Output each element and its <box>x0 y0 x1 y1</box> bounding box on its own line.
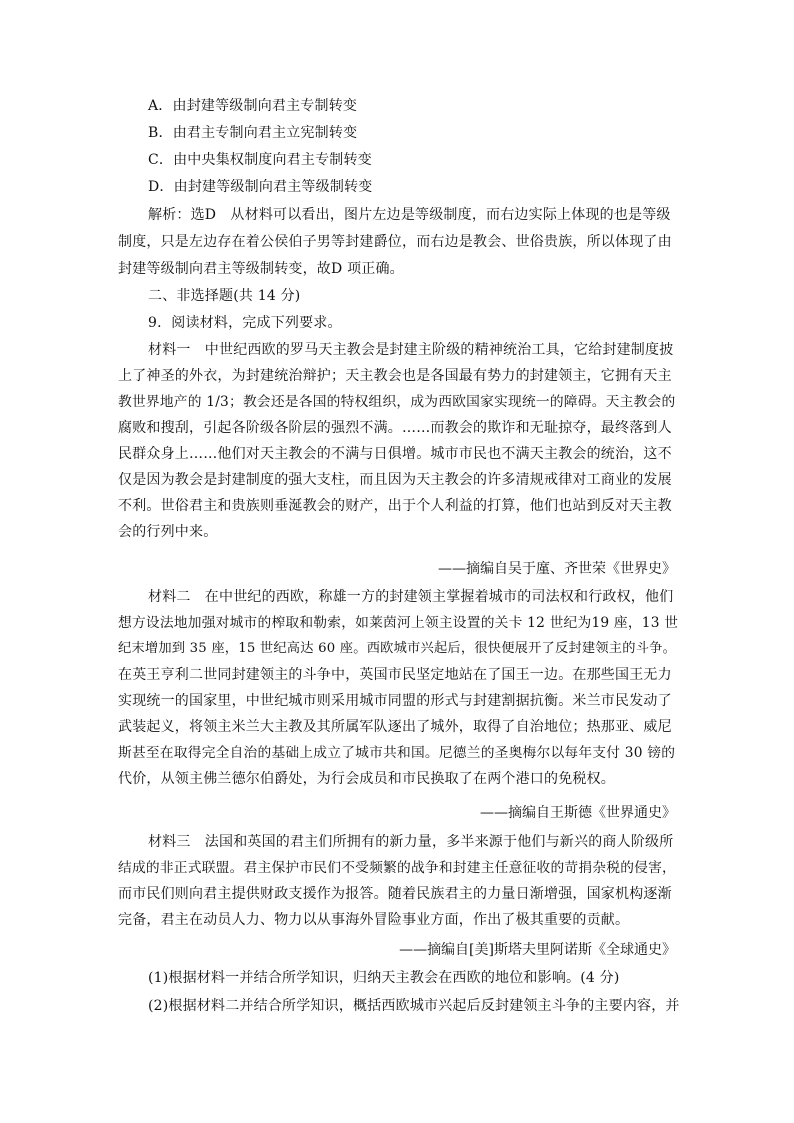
material1-source: ——摘编自吴于廑、齐世荣《世界史》 <box>438 561 676 577</box>
question-2: (2)根据材料二并结合所学知识，概括西欧城市兴起后反封建领主斗争的主要内容，并 <box>148 998 680 1014</box>
material2-line: 纪末增加到 35 座，15 世纪高达 60 座。西欧城市兴起后，很快便展开了反封建领主的斗争。 <box>118 641 677 656</box>
material2-line: 实现统一的国家里，中世纪城市则采用城市同盟的形式与封建割据抗衡。米兰市民发动了 <box>118 693 672 709</box>
material3-line: 完备，君主在动员人力、物力以从事海外冒险事业方面，作出了极其重要的贡献。 <box>118 912 630 928</box>
material2-line: 斯甚至在取得完全自治的基础上成立了城市共和国。尼德兰的圣奥梅尔以每年支付 30 镑的 <box>118 745 676 761</box>
material2-line: 代价，从领主佛兰德尔伯爵处，为行会成员和市民换取了在两个港口的免税权。 <box>118 771 615 787</box>
material1-line: 会的行列中来。 <box>118 524 218 540</box>
material1-line: 仅是因为教会是封建制度的强大支柱，而且因为天主教会的许多清规戒律对工商业的发展 <box>118 472 672 488</box>
material3-line: 结成的非正式联盟。君主保护市民们不受频繁的战争和封建主任意征收的苛捐杂税的侵害， <box>118 860 677 876</box>
material3-source: ——摘编自[美]斯塔夫里阿诺斯《全球通史》 <box>399 942 676 958</box>
question-1: (1)根据材料一并结合所学知识，归纳天主教会在西欧的地位和影响。(4 分) <box>148 970 620 986</box>
material1-line: 腐败和搜刮，引起各阶级各阶层的强烈不满。……而教会的欺诈和无耻掠夺，最终落到人 <box>118 420 672 436</box>
analysis-line-1: 解析：选D 从材料可以看出，图片左边是等级制度，而右边实际上体现的也是等级 <box>148 207 671 223</box>
material2-line: 想方设法地加强对城市的榨取和勒索，如莱茵河上领主设置的关卡 12 世纪为19 座，13 世 <box>118 615 679 631</box>
material1-line: 教世界地产的 1/3；教会还是各国的特权组织，成为西欧国家实现统一的障碍。天主教会的 <box>118 394 676 410</box>
material2-line: 材料二 在中世纪的西欧，称雄一方的封建领主掌握着城市的司法权和行政权，他们 <box>148 589 674 605</box>
analysis-line-2: 制度，只是左边存在着公侯伯子男等封建爵位，而右边是教会、世俗贵族，所以体现了由 <box>118 234 672 250</box>
material1-line: 材料一 中世纪西欧的罗马天主教会是封建主阶级的精神统治工具，它给封建制度披 <box>148 342 674 358</box>
material3-line: 材料三 法国和英国的君主们所拥有的新力量，多半来源于他们与新兴的商人阶级所 <box>148 834 674 850</box>
question-intro: 9．阅读材料，完成下列要求。 <box>148 315 342 331</box>
material1-line: 不利。世俗君主和贵族则垂涎教会的财产，出于个人利益的打算，他们也站到反对天主教 <box>118 498 672 514</box>
material2-line: 在英王亨利二世同封建领主的斗争中，英国市民坚定地站在了国王一边。在那些国王无力 <box>118 667 672 683</box>
section-title: 二、非选择题(共 14 分) <box>148 288 301 304</box>
option-d: D．由封建等级制向君主等级制转变 <box>148 179 373 195</box>
option-a: A．由封建等级制向君主专制转变 <box>148 98 358 114</box>
option-b: B．由君主专制向君主立宪制转变 <box>148 125 358 141</box>
analysis-line-3: 封建等级制向君主等级制转变，故D 项正确。 <box>118 261 404 277</box>
option-c: C．由中央集权制度向君主专制转变 <box>148 152 372 168</box>
material1-line: 上了神圣的外衣，为封建统治辩护；天主教会也是各国最有势力的封建领主，它拥有天主 <box>118 368 672 384</box>
material2-line: 武装起义，将领主米兰大主教及其所属军队逐出了城外，取得了自治地位；热那亚、威尼 <box>118 719 672 735</box>
material1-line: 民群众身上……他们对天主教会的不满与日俱增。城市市民也不满天主教会的统治，这不 <box>118 446 672 462</box>
material2-source: ——摘编自王斯德《世界通史》 <box>480 805 676 821</box>
material3-line: 而市民们则向君主提供财政支援作为报答。随着民族君主的力量日渐增强，国家机构逐渐 <box>118 886 672 902</box>
